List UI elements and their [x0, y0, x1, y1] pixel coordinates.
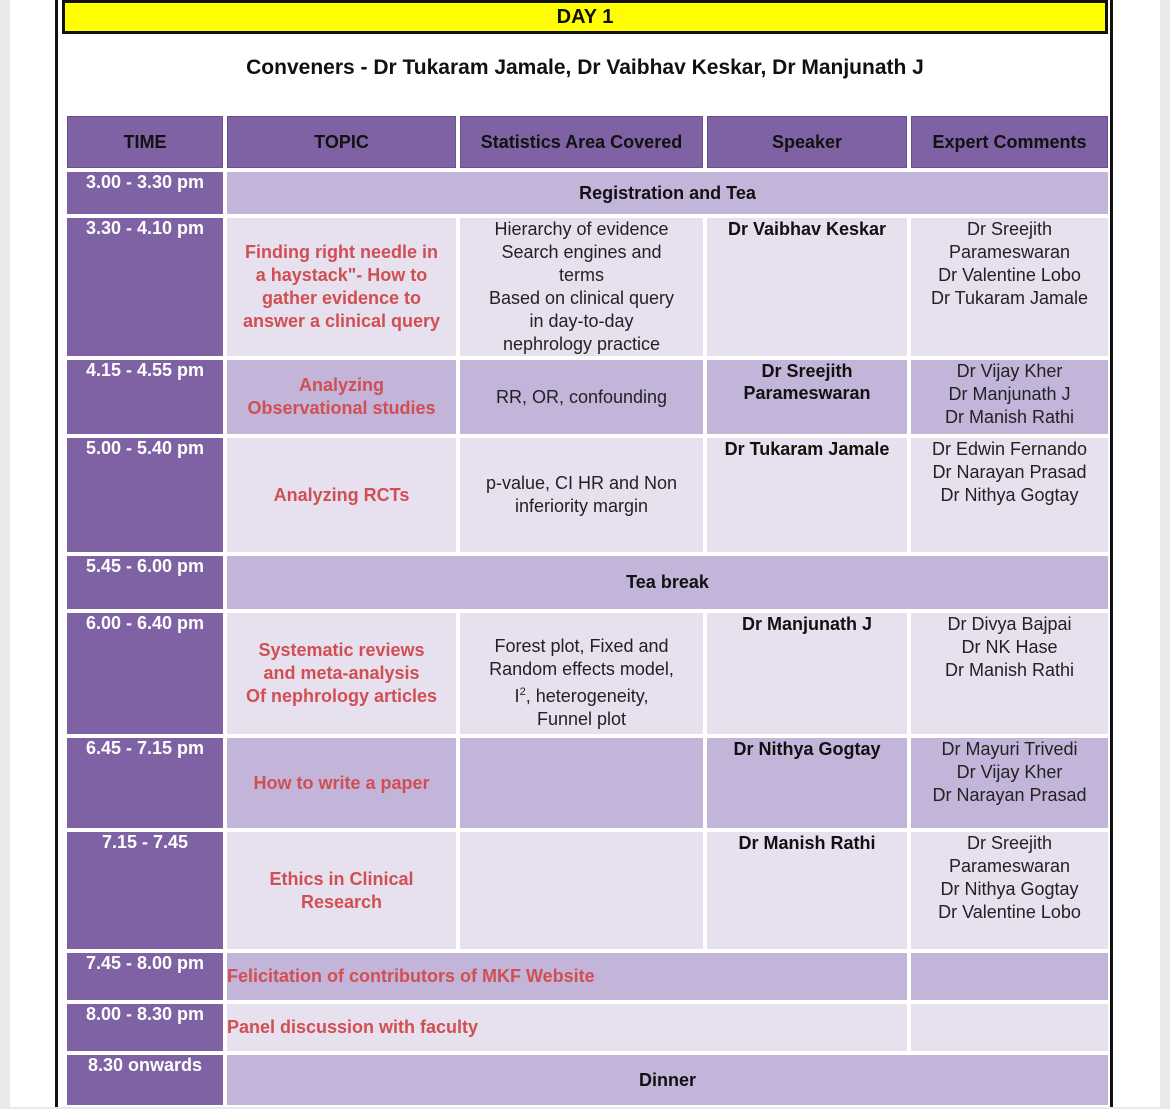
expert-name: Dr Vijay Kher	[956, 361, 1063, 381]
header-time: TIME	[67, 116, 223, 168]
expert-name: Dr Narayan Prasad	[932, 462, 1087, 482]
topic-cell	[227, 218, 456, 356]
topic-line: a haystack"- How to	[255, 265, 428, 285]
stats-line: Random effects model,	[489, 658, 674, 679]
table-row	[67, 738, 1108, 828]
topic-cell	[227, 360, 456, 434]
header-speaker: Speaker	[707, 116, 907, 168]
session-cell: Dinner	[227, 1055, 1108, 1105]
speaker-cell	[707, 438, 907, 552]
stats-cell	[460, 613, 703, 734]
stats-line: Based on clinical query	[488, 288, 675, 308]
header-topic: TOPIC	[227, 116, 456, 168]
topic-cell	[227, 738, 456, 828]
expert-name: Dr Edwin Fernando	[931, 439, 1088, 459]
stats-line: Search engines and	[501, 242, 662, 262]
topic-cell	[227, 832, 456, 949]
topic-line: Finding right needle in	[245, 242, 438, 262]
expert-cell	[911, 613, 1108, 734]
expert-name: Dr Nithya Gogtay	[940, 485, 1079, 505]
time-cell: 7.45 - 8.00 pm	[67, 953, 223, 1000]
stats-i2: I	[514, 685, 520, 706]
session-cell: Panel discussion with faculty	[227, 1004, 907, 1051]
topic-line: Analyzing RCTs	[273, 484, 410, 505]
expert-name: Dr Manish Rathi	[944, 660, 1075, 680]
speaker-name: Dr Nithya Gogtay	[733, 739, 881, 759]
topic-line: Research	[300, 891, 383, 912]
table-row	[67, 438, 1108, 552]
expert-name: Dr Mayuri Trivedi	[941, 739, 1078, 759]
time-cell: 8.30 onwards	[67, 1055, 223, 1105]
header-stats: Statistics Area Covered	[460, 116, 703, 168]
header-expert: Expert Comments	[911, 116, 1108, 168]
expert-name: Dr Valentine Lobo	[938, 265, 1081, 285]
conveners-line: Conveners - Dr Tukaram Jamale, Dr Vaibhav Keskar, Dr Manjunath J	[246, 56, 924, 79]
stats-cell	[460, 738, 703, 828]
speaker-name: Dr Manish Rathi	[738, 833, 876, 853]
topic-line: How to write a paper	[253, 772, 430, 793]
speaker-name: Dr Tukaram Jamale	[724, 439, 890, 459]
stats-line-text: heterogeneity,	[535, 685, 649, 706]
speaker-name: Dr Vaibhav Keskar	[727, 219, 887, 239]
expert-cell	[911, 438, 1108, 552]
speaker-name: Parameswaran	[743, 383, 871, 403]
stats-line: nephrology practice	[502, 334, 661, 354]
table-row	[67, 172, 1108, 214]
expert-name: Dr Divya Bajpai	[947, 614, 1072, 634]
stats-line: $I^2$, heterogeneity,	[514, 685, 649, 706]
speaker-name: Dr Sreejith	[761, 361, 853, 381]
expert-name: Dr Sreejith	[966, 833, 1053, 853]
session-cell: Felicitation of contributors of MKF Website	[227, 953, 907, 1000]
expert-name: Dr Narayan Prasad	[932, 785, 1087, 805]
topic-line: Ethics in Clinical	[269, 868, 414, 889]
topic-line: and meta-analysis	[263, 663, 420, 683]
expert-name: Dr Sreejith	[966, 219, 1053, 239]
table-row	[67, 832, 1108, 949]
stats-line: in day-to-day	[529, 311, 634, 331]
time-cell: 6.45 - 7.15 pm	[67, 738, 223, 828]
expert-cell	[911, 218, 1108, 356]
expert-name: Dr Manjunath J	[948, 384, 1071, 404]
expert-name: Dr Nithya Gogtay	[940, 879, 1079, 899]
speaker-cell	[707, 360, 907, 434]
time-cell: 5.45 - 6.00 pm	[67, 556, 223, 609]
expert-name: Parameswaran	[948, 242, 1071, 262]
table-row	[67, 613, 1108, 734]
topic-cell	[227, 438, 456, 552]
header-row	[67, 116, 1108, 168]
topic-line: Systematic reviews	[258, 640, 425, 660]
expert-name: Parameswaran	[948, 856, 1071, 876]
expert-name: Dr Tukaram Jamale	[930, 288, 1089, 308]
session-cell: Registration and Tea	[227, 172, 1108, 214]
speaker-name: Dr Manjunath J	[741, 614, 872, 634]
session-cell: Tea break	[227, 556, 1108, 609]
topic-cell	[227, 613, 456, 734]
speaker-cell	[707, 218, 907, 356]
stats-line: Funnel plot	[536, 708, 627, 729]
stats-i2-superscript: 2	[519, 685, 526, 698]
stats-line: RR, OR, confounding	[495, 386, 668, 407]
expert-cell	[911, 360, 1108, 434]
stats-cell	[460, 832, 703, 949]
speaker-cell	[707, 832, 907, 949]
day-label: DAY 1	[62, 0, 1108, 34]
table-row	[67, 953, 1108, 1000]
time-cell: 4.15 - 4.55 pm	[67, 360, 223, 434]
stats-line: terms	[559, 265, 604, 285]
stats-line: Hierarchy of evidence	[494, 219, 669, 239]
table-row	[67, 1004, 1108, 1051]
time-cell: 8.00 - 8.30 pm	[67, 1004, 223, 1051]
stats-line: p-value, CI HR and Non	[485, 473, 678, 493]
topic-line: Analyzing	[298, 375, 384, 395]
empty-cell	[911, 1004, 1108, 1051]
time-cell: 3.30 - 4.10 pm	[67, 218, 223, 356]
expert-cell	[911, 832, 1108, 949]
table-row	[67, 218, 1108, 356]
stats-line: Forest plot, Fixed and	[494, 635, 669, 656]
schedule-table	[63, 112, 1112, 1109]
empty-cell	[911, 953, 1108, 1000]
time-cell: 5.00 - 5.40 pm	[67, 438, 223, 552]
time-cell: 6.00 - 6.40 pm	[67, 613, 223, 734]
table-row	[67, 556, 1108, 609]
speaker-cell	[707, 613, 907, 734]
topic-line: gather evidence to	[261, 288, 422, 308]
stats-cell	[460, 438, 703, 552]
expert-name: Dr Vijay Kher	[956, 762, 1063, 782]
stats-cell	[460, 360, 703, 434]
expert-name: Dr Valentine Lobo	[938, 902, 1081, 922]
expert-cell	[911, 738, 1108, 828]
table-row	[67, 1055, 1108, 1105]
time-cell: 3.00 - 3.30 pm	[67, 172, 223, 214]
expert-name: Dr NK Hase	[961, 637, 1058, 657]
speaker-cell	[707, 738, 907, 828]
stats-line: inferiority margin	[514, 496, 649, 516]
topic-line: Of nephrology articles	[245, 686, 438, 706]
table-row	[67, 360, 1108, 434]
time-cell: 7.15 - 7.45	[67, 832, 223, 949]
expert-name: Dr Manish Rathi	[944, 407, 1075, 427]
topic-line: Observational studies	[247, 398, 436, 418]
topic-line: answer a clinical query	[242, 311, 441, 331]
stats-cell	[460, 218, 703, 356]
